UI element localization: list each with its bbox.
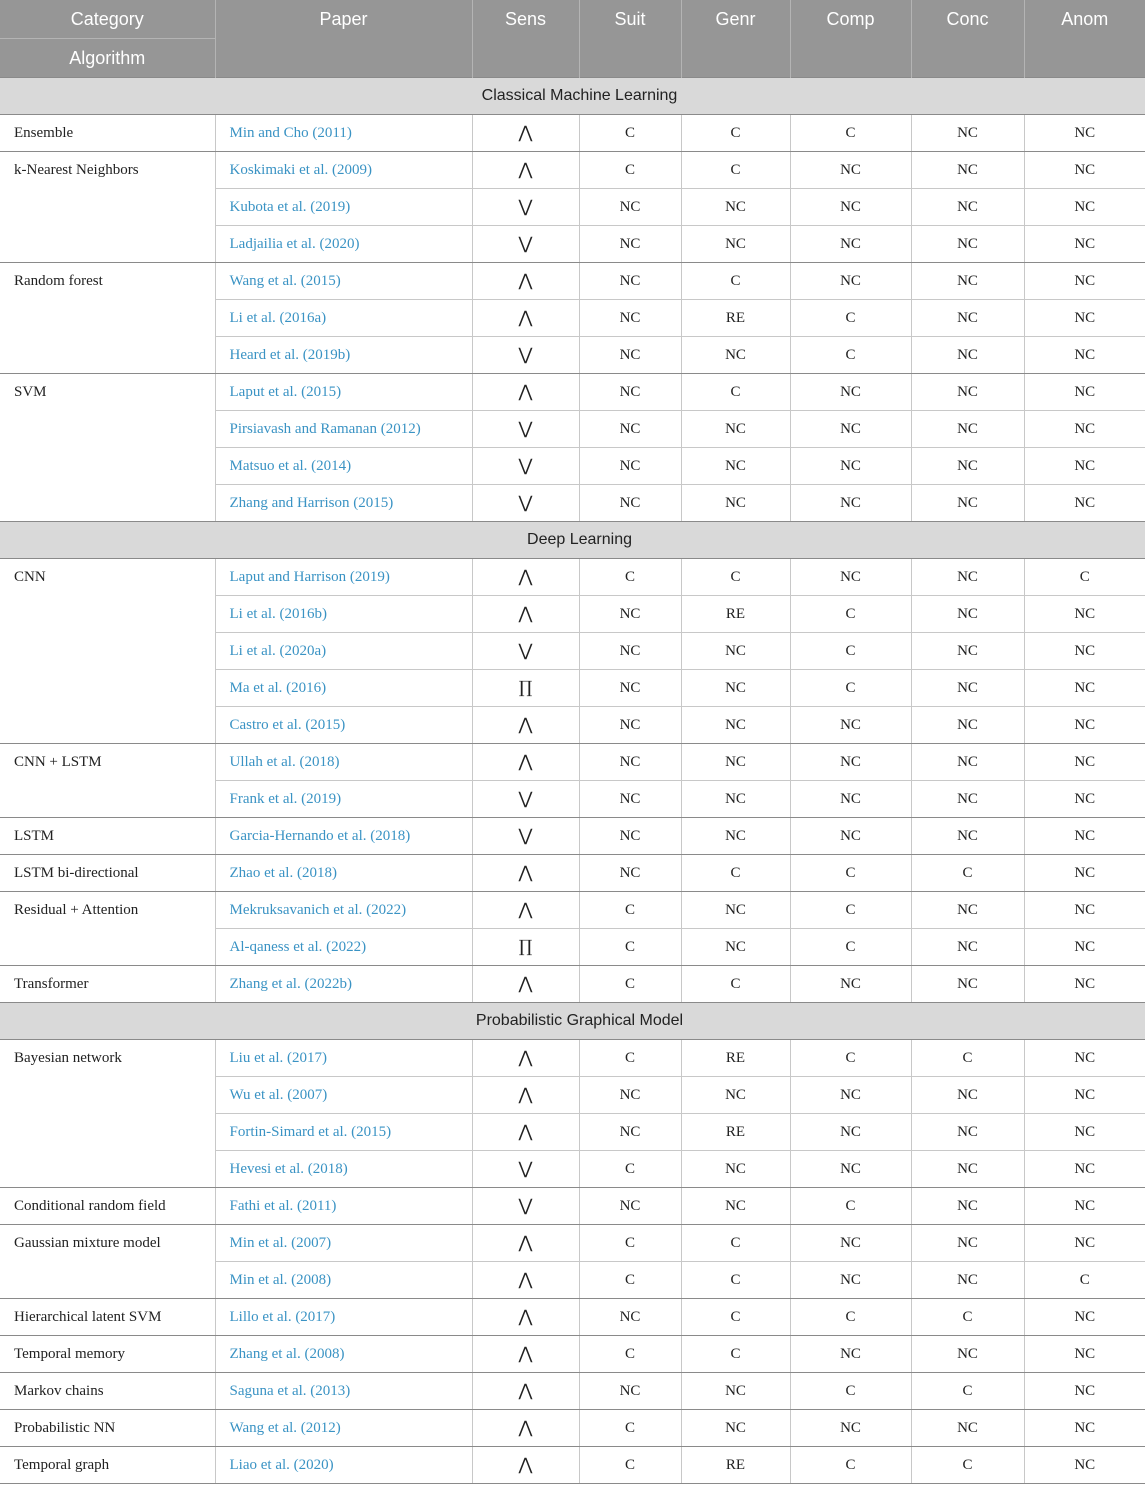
comp-cell: C	[790, 300, 911, 337]
anom-cell: NC	[1024, 1040, 1145, 1077]
conc-cell: C	[911, 1373, 1024, 1410]
sens-cell: ⋀	[472, 1336, 579, 1373]
conc-cell: NC	[911, 448, 1024, 485]
comp-cell: NC	[790, 189, 911, 226]
comp-cell: C	[790, 1299, 911, 1336]
conc-cell: C	[911, 1040, 1024, 1077]
comp-cell: NC	[790, 1262, 911, 1299]
genr-cell: NC	[681, 411, 790, 448]
anom-cell: NC	[1024, 1114, 1145, 1151]
comp-cell: NC	[790, 374, 911, 411]
comp-cell: NC	[790, 1114, 911, 1151]
anom-cell: NC	[1024, 1447, 1145, 1484]
comp-cell: NC	[790, 781, 911, 818]
comp-cell: NC	[790, 744, 911, 781]
comp-cell: NC	[790, 707, 911, 744]
genr-cell: NC	[681, 226, 790, 263]
suit-cell: NC	[579, 337, 681, 374]
comp-cell: NC	[790, 485, 911, 522]
anom-cell: NC	[1024, 781, 1145, 818]
section-title: Probabilistic Graphical Model	[0, 1003, 1145, 1040]
algorithm-cell: k-Nearest Neighbors	[0, 152, 215, 263]
table-row	[0, 374, 1145, 411]
sens-cell: ⋀	[472, 1114, 579, 1151]
genr-cell: NC	[681, 707, 790, 744]
anom-cell: NC	[1024, 448, 1145, 485]
sens-cell: ⋀	[472, 1373, 579, 1410]
genr-cell: RE	[681, 1447, 790, 1484]
conc-cell: NC	[911, 1336, 1024, 1373]
conc-cell: NC	[911, 411, 1024, 448]
paper-link[interactable]: Min et al. (2008)	[215, 1262, 472, 1299]
header-anom: Anom	[1024, 0, 1145, 78]
suit-cell: NC	[579, 818, 681, 855]
genr-cell: RE	[681, 1040, 790, 1077]
comp-cell: C	[790, 929, 911, 966]
genr-cell: RE	[681, 300, 790, 337]
comp-cell: C	[790, 892, 911, 929]
header-conc: Conc	[911, 0, 1024, 78]
sens-cell: ⋀	[472, 1225, 579, 1262]
genr-cell: C	[681, 1336, 790, 1373]
sens-cell: ⋀	[472, 559, 579, 596]
paper-link[interactable]: Li et al. (2016a)	[215, 300, 472, 337]
anom-cell: NC	[1024, 1299, 1145, 1336]
anom-cell: NC	[1024, 744, 1145, 781]
anom-cell: NC	[1024, 966, 1145, 1003]
table-row	[0, 152, 1145, 189]
anom-cell: NC	[1024, 1188, 1145, 1225]
genr-cell: NC	[681, 633, 790, 670]
anom-cell: NC	[1024, 1336, 1145, 1373]
genr-cell: C	[681, 152, 790, 189]
comp-cell: NC	[790, 1410, 911, 1447]
conc-cell: NC	[911, 559, 1024, 596]
sens-cell: ⋀	[472, 744, 579, 781]
sens-cell: ⋀	[472, 1077, 579, 1114]
anom-cell: NC	[1024, 670, 1145, 707]
algorithm-cell: Gaussian mixture model	[0, 1225, 215, 1299]
suit-cell: NC	[579, 855, 681, 892]
sens-cell: ⋀	[472, 1447, 579, 1484]
anom-cell: NC	[1024, 1410, 1145, 1447]
conc-cell: NC	[911, 1410, 1024, 1447]
anom-cell: NC	[1024, 411, 1145, 448]
conc-cell: C	[911, 855, 1024, 892]
paper-link[interactable]: Liu et al. (2017)	[215, 1040, 472, 1077]
genr-cell: C	[681, 1225, 790, 1262]
comp-cell: NC	[790, 818, 911, 855]
sens-cell: ⋀	[472, 966, 579, 1003]
sens-cell: ⋀	[472, 1410, 579, 1447]
comp-cell: NC	[790, 411, 911, 448]
table-row	[0, 1225, 1145, 1262]
suit-cell: C	[579, 966, 681, 1003]
suit-cell: C	[579, 559, 681, 596]
header-algorithm: Algorithm	[69, 48, 146, 68]
paper-link[interactable]: Li et al. (2020a)	[215, 633, 472, 670]
table-row	[0, 1410, 1145, 1447]
sens-cell: ⋀	[472, 1040, 579, 1077]
algorithm-cell: Hierarchical latent SVM	[0, 1299, 215, 1336]
suit-cell: C	[579, 1410, 681, 1447]
paper-link[interactable]: Matsuo et al. (2014)	[215, 448, 472, 485]
paper-link[interactable]: Ma et al. (2016)	[215, 670, 472, 707]
conc-cell: NC	[911, 781, 1024, 818]
anom-cell: NC	[1024, 152, 1145, 189]
anom-cell: NC	[1024, 855, 1145, 892]
paper-link[interactable]: Al-qaness et al. (2022)	[215, 929, 472, 966]
conc-cell: NC	[911, 966, 1024, 1003]
algorithm-cell: Probabilistic NN	[0, 1410, 215, 1447]
genr-cell: C	[681, 559, 790, 596]
conc-cell: NC	[911, 374, 1024, 411]
suit-cell: C	[579, 115, 681, 152]
sens-cell: ⋁	[472, 485, 579, 522]
genr-cell: RE	[681, 1114, 790, 1151]
paper-link[interactable]: Kubota et al. (2019)	[215, 189, 472, 226]
paper-link[interactable]: Castro et al. (2015)	[215, 707, 472, 744]
paper-link[interactable]: Liao et al. (2020)	[215, 1447, 472, 1484]
comp-cell: C	[790, 633, 911, 670]
suit-cell: NC	[579, 781, 681, 818]
table-row	[0, 1299, 1145, 1336]
genr-cell: NC	[681, 1151, 790, 1188]
algorithm-cell: Markov chains	[0, 1373, 215, 1410]
genr-cell: C	[681, 115, 790, 152]
header-sens: Sens	[472, 0, 579, 78]
conc-cell: NC	[911, 596, 1024, 633]
sens-cell: ⋁	[472, 411, 579, 448]
conc-cell: NC	[911, 744, 1024, 781]
table-row	[0, 1040, 1145, 1077]
anom-cell: NC	[1024, 818, 1145, 855]
anom-cell: NC	[1024, 1373, 1145, 1410]
sens-cell: ∏	[472, 670, 579, 707]
genr-cell: C	[681, 855, 790, 892]
sens-cell: ⋀	[472, 892, 579, 929]
table-row	[0, 559, 1145, 596]
suit-cell: C	[579, 1225, 681, 1262]
paper-link[interactable]: Wang et al. (2015)	[215, 263, 472, 300]
anom-cell: NC	[1024, 485, 1145, 522]
genr-cell: NC	[681, 818, 790, 855]
section-row	[0, 78, 1145, 115]
sens-cell: ⋀	[472, 152, 579, 189]
comp-cell: NC	[790, 263, 911, 300]
conc-cell: NC	[911, 485, 1024, 522]
genr-cell: NC	[681, 1373, 790, 1410]
table-row	[0, 263, 1145, 300]
conc-cell: NC	[911, 1225, 1024, 1262]
anom-cell: NC	[1024, 300, 1145, 337]
table-row	[0, 1447, 1145, 1484]
header-comp: Comp	[790, 0, 911, 78]
table-row	[0, 1336, 1145, 1373]
comp-cell: C	[790, 1373, 911, 1410]
genr-cell: NC	[681, 1188, 790, 1225]
comp-cell: C	[790, 670, 911, 707]
anom-cell: C	[1024, 559, 1145, 596]
table-row	[0, 115, 1145, 152]
comp-cell: C	[790, 115, 911, 152]
table-row	[0, 892, 1145, 929]
paper-link[interactable]: Li et al. (2016b)	[215, 596, 472, 633]
anom-cell: NC	[1024, 263, 1145, 300]
paper-link[interactable]: Min et al. (2007)	[215, 1225, 472, 1262]
algorithm-cell: Temporal graph	[0, 1447, 215, 1484]
sens-cell: ⋀	[472, 263, 579, 300]
table-row	[0, 1373, 1145, 1410]
sens-cell: ⋁	[472, 226, 579, 263]
sens-cell: ⋁	[472, 781, 579, 818]
paper-link[interactable]: Laput and Harrison (2019)	[215, 559, 472, 596]
genr-cell: NC	[681, 892, 790, 929]
paper-link[interactable]: Fathi et al. (2011)	[215, 1188, 472, 1225]
algorithm-cell: SVM	[0, 374, 215, 522]
paper-link[interactable]: Zhang et al. (2022b)	[215, 966, 472, 1003]
conc-cell: NC	[911, 670, 1024, 707]
comp-cell: C	[790, 855, 911, 892]
header-category: Category	[0, 0, 215, 39]
conc-cell: NC	[911, 300, 1024, 337]
genr-cell: NC	[681, 189, 790, 226]
suit-cell: NC	[579, 263, 681, 300]
comp-cell: NC	[790, 1077, 911, 1114]
conc-cell: NC	[911, 263, 1024, 300]
suit-cell: NC	[579, 744, 681, 781]
conc-cell: NC	[911, 1151, 1024, 1188]
suit-cell: NC	[579, 670, 681, 707]
sens-cell: ∏	[472, 929, 579, 966]
suit-cell: NC	[579, 485, 681, 522]
conc-cell: NC	[911, 1077, 1024, 1114]
suit-cell: C	[579, 892, 681, 929]
sens-cell: ⋀	[472, 115, 579, 152]
algorithm-cell: Transformer	[0, 966, 215, 1003]
suit-cell: NC	[579, 596, 681, 633]
anom-cell: NC	[1024, 374, 1145, 411]
paper-link[interactable]: Lillo et al. (2017)	[215, 1299, 472, 1336]
suit-cell: NC	[579, 411, 681, 448]
conc-cell: NC	[911, 337, 1024, 374]
sens-cell: ⋁	[472, 448, 579, 485]
paper-link[interactable]: Garcia-Hernando et al. (2018)	[215, 818, 472, 855]
suit-cell: NC	[579, 1188, 681, 1225]
genr-cell: C	[681, 966, 790, 1003]
genr-cell: C	[681, 374, 790, 411]
genr-cell: NC	[681, 670, 790, 707]
header-category-algorithm	[0, 0, 215, 78]
paper-link[interactable]: Min and Cho (2011)	[215, 115, 472, 152]
conc-cell: NC	[911, 818, 1024, 855]
sens-cell: ⋀	[472, 707, 579, 744]
suit-cell: NC	[579, 300, 681, 337]
table-row	[0, 966, 1145, 1003]
sens-cell: ⋁	[472, 189, 579, 226]
genr-cell: NC	[681, 1410, 790, 1447]
paper-link[interactable]: Fortin-Simard et al. (2015)	[215, 1114, 472, 1151]
paper-link[interactable]: Koskimaki et al. (2009)	[215, 152, 472, 189]
anom-cell: NC	[1024, 633, 1145, 670]
genr-cell: C	[681, 1299, 790, 1336]
conc-cell: NC	[911, 1262, 1024, 1299]
genr-cell: RE	[681, 596, 790, 633]
sens-cell: ⋁	[472, 818, 579, 855]
comp-cell: C	[790, 1040, 911, 1077]
sens-cell: ⋀	[472, 1262, 579, 1299]
genr-cell: NC	[681, 1077, 790, 1114]
suit-cell: C	[579, 1262, 681, 1299]
paper-link[interactable]: Wu et al. (2007)	[215, 1077, 472, 1114]
paper-link[interactable]: Ladjailia et al. (2020)	[215, 226, 472, 263]
table-row	[0, 744, 1145, 781]
conc-cell: NC	[911, 189, 1024, 226]
suit-cell: NC	[579, 1373, 681, 1410]
suit-cell: NC	[579, 1077, 681, 1114]
genr-cell: NC	[681, 929, 790, 966]
paper-link[interactable]: Zhao et al. (2018)	[215, 855, 472, 892]
comp-cell: NC	[790, 448, 911, 485]
conc-cell: C	[911, 1299, 1024, 1336]
table-row	[0, 1188, 1145, 1225]
paper-link[interactable]: Heard et al. (2019b)	[215, 337, 472, 374]
sens-cell: ⋁	[472, 337, 579, 374]
algorithm-cell: Temporal memory	[0, 1336, 215, 1373]
algorithm-cell: Conditional random field	[0, 1188, 215, 1225]
sens-cell: ⋀	[472, 300, 579, 337]
paper-link[interactable]: Wang et al. (2012)	[215, 1410, 472, 1447]
comp-cell: NC	[790, 966, 911, 1003]
anom-cell: NC	[1024, 1151, 1145, 1188]
suit-cell: C	[579, 152, 681, 189]
anom-cell: NC	[1024, 892, 1145, 929]
algorithm-cell: LSTM bi-directional	[0, 855, 215, 892]
anom-cell: NC	[1024, 1225, 1145, 1262]
anom-cell: NC	[1024, 707, 1145, 744]
suit-cell: NC	[579, 448, 681, 485]
paper-link[interactable]: Zhang et al. (2008)	[215, 1336, 472, 1373]
header-suit: Suit	[579, 0, 681, 78]
sens-cell: ⋀	[472, 1299, 579, 1336]
suit-cell: NC	[579, 1114, 681, 1151]
anom-cell: NC	[1024, 115, 1145, 152]
section-title: Classical Machine Learning	[0, 78, 1145, 115]
conc-cell: NC	[911, 633, 1024, 670]
anom-cell: NC	[1024, 226, 1145, 263]
section-row	[0, 1003, 1145, 1040]
comp-cell: C	[790, 337, 911, 374]
comp-cell: C	[790, 596, 911, 633]
suit-cell: C	[579, 1040, 681, 1077]
paper-link[interactable]: Saguna et al. (2013)	[215, 1373, 472, 1410]
anom-cell: C	[1024, 1262, 1145, 1299]
suit-cell: NC	[579, 189, 681, 226]
conc-cell: NC	[911, 707, 1024, 744]
comp-cell: C	[790, 1447, 911, 1484]
suit-cell: C	[579, 1447, 681, 1484]
genr-cell: NC	[681, 744, 790, 781]
genr-cell: C	[681, 263, 790, 300]
table-row	[0, 818, 1145, 855]
suit-cell: C	[579, 1336, 681, 1373]
conc-cell: NC	[911, 152, 1024, 189]
genr-cell: C	[681, 1262, 790, 1299]
sens-cell: ⋁	[472, 1151, 579, 1188]
sens-cell: ⋀	[472, 374, 579, 411]
comp-cell: NC	[790, 1336, 911, 1373]
algorithm-cell: LSTM	[0, 818, 215, 855]
suit-cell: NC	[579, 226, 681, 263]
suit-cell: C	[579, 929, 681, 966]
suit-cell: NC	[579, 1299, 681, 1336]
paper-link[interactable]: Mekruksavanich et al. (2022)	[215, 892, 472, 929]
algorithm-cell: Ensemble	[0, 115, 215, 152]
conc-cell: C	[911, 1447, 1024, 1484]
table-body	[0, 78, 1145, 1484]
comp-cell: NC	[790, 1225, 911, 1262]
paper-link[interactable]: Frank et al. (2019)	[215, 781, 472, 818]
comp-cell: NC	[790, 226, 911, 263]
genr-cell: NC	[681, 485, 790, 522]
anom-cell: NC	[1024, 929, 1145, 966]
anom-cell: NC	[1024, 1077, 1145, 1114]
comp-cell: NC	[790, 1151, 911, 1188]
conc-cell: NC	[911, 929, 1024, 966]
anom-cell: NC	[1024, 189, 1145, 226]
suit-cell: NC	[579, 633, 681, 670]
genr-cell: NC	[681, 337, 790, 374]
sens-cell: ⋀	[472, 596, 579, 633]
paper-link[interactable]: Zhang and Harrison (2015)	[215, 485, 472, 522]
algorithm-cell: CNN	[0, 559, 215, 744]
header-genr: Genr	[681, 0, 790, 78]
sens-cell: ⋁	[472, 633, 579, 670]
suit-cell: C	[579, 1151, 681, 1188]
genr-cell: NC	[681, 781, 790, 818]
algorithm-cell: CNN + LSTM	[0, 744, 215, 818]
sens-cell: ⋀	[472, 855, 579, 892]
conc-cell: NC	[911, 892, 1024, 929]
header-paper: Paper	[215, 0, 472, 78]
table-row	[0, 855, 1145, 892]
anom-cell: NC	[1024, 337, 1145, 374]
paper-link[interactable]: Pirsiavash and Ramanan (2012)	[215, 411, 472, 448]
paper-link[interactable]: Laput et al. (2015)	[215, 374, 472, 411]
algorithm-cell: Random forest	[0, 263, 215, 374]
paper-link[interactable]: Hevesi et al. (2018)	[215, 1151, 472, 1188]
section-row	[0, 522, 1145, 559]
sens-cell: ⋁	[472, 1188, 579, 1225]
section-title: Deep Learning	[0, 522, 1145, 559]
suit-cell: NC	[579, 374, 681, 411]
table-header	[0, 0, 1145, 78]
conc-cell: NC	[911, 226, 1024, 263]
conc-cell: NC	[911, 1114, 1024, 1151]
genr-cell: NC	[681, 448, 790, 485]
anom-cell: NC	[1024, 596, 1145, 633]
paper-link[interactable]: Ullah et al. (2018)	[215, 744, 472, 781]
comp-cell: NC	[790, 559, 911, 596]
algorithm-cell: Bayesian network	[0, 1040, 215, 1188]
conc-cell: NC	[911, 1188, 1024, 1225]
suit-cell: NC	[579, 707, 681, 744]
conc-cell: NC	[911, 115, 1024, 152]
comp-cell: C	[790, 1188, 911, 1225]
comp-cell: NC	[790, 152, 911, 189]
algorithm-cell: Residual + Attention	[0, 892, 215, 966]
